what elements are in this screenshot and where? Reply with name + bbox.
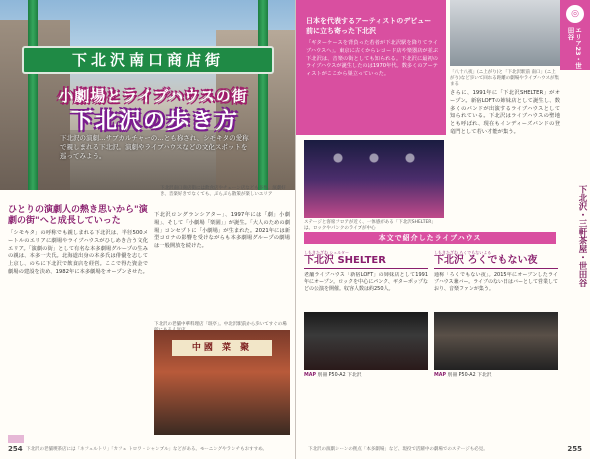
live-stage-photo [304,140,444,218]
section-heading: ひとりの演劇人の熱き思いから"演劇の街"へと成長していった [8,205,148,226]
venue-description: 通称「ろくでもない夜」。2015年にオープンしたライブハウス兼バー。ライブのない日はバーとして営業しており、音楽ファンが集う。 [434,272,558,293]
street-photo-caption: 「八十八夜」(ニ上がり)と「下北沢駅前 南口」(ニ上がり)など歩いて回れる距離の劇場やライブハウスが集まる [450,70,559,87]
venue-map-ref [434,373,558,379]
venue-photo [304,312,428,370]
venue-ruby: しもきたざわ ろくでもないよる [434,250,492,255]
hero-lead-text: 下北沢の演劇…サブカルチャーの…とも称され、シモキタの愛称で親しまれる下北沢。演劇やライブハウスなどの文化スポットを巡ってみよう。 [60,134,249,160]
footnote-right: 下北沢の演劇シーンの拠点「本多劇場」など、現役で活躍中の劇場でのステージも必見。 [308,447,488,453]
restaurant-sign: 中國 菜 聚 [172,340,272,356]
hero-photo-caption: 下北沢南口商店街には飲食店やチェーン店なども多数。演劇好き、音楽好きでなくても、ぶらぶら散策が楽しいエリア [160,186,286,197]
venue-description: 老舗ライブハウス「新宿LOFT」の姉妹店として1991年にオープン。ロックを中心にパンク、ギターポップなどの公演を開催。収容人数は約250人。 [304,272,428,293]
area-label: エリア23・世田谷 [566,27,582,69]
venue-card [304,250,428,379]
map-icon: MAP [304,373,317,378]
venue-photo [434,312,558,370]
map-icon: MAP [434,373,447,378]
venue-card [434,250,558,379]
page-number-left: 254 [8,445,23,453]
panel-lead: 日本を代表するアーティストのデビュー前に立ち寄った下北沢 [306,17,432,35]
guide-badge [8,435,24,443]
venue-map-ref [304,373,428,379]
side-area-title: 下北沢・三軒茶屋・世田谷 [577,185,587,287]
body-column-1: 「シモキタ」の呼称でも親しまれる下北沢は、半径500メートルのエリアに劇場やライブハウスがひしめき合う文化エリア。「演劇の街」として有名な本多劇場グループの生みの親は、本多一夫氏。北海道出身の本多氏は俳優を志して上京し、のちに下北沢で飲食店を経営。ここで得た資金で劇場の建設を決め、1982年に本多劇場をオープンさせた。 [8,230,148,275]
arch-sign-text: 下北沢南口商店街 [71,51,224,69]
area-emblem-icon: ◎ [566,5,584,23]
venue-map-text: 別冊 P50-A2 下北沢 [317,373,362,378]
panel-text: 「ギターケースを背負った若者が下北沢駅を降りてライブハウスへ」。東京に古くからレコード店や楽器店が並ぶ下北沢は、音楽の街としても知られる。下北沢に最初のライブハウスが誕生したのは1970年代。数多くのアーティストがここから巣立っていった。 [306,40,438,78]
venue-map-text: 別冊 P50-A2 下北沢 [447,373,492,378]
venue-name: 下北沢 ろくでもない夜 [434,255,558,269]
venue-name: 下北沢 SHELTER [304,255,428,269]
stage-lights [314,148,434,168]
stage-photo-caption: ステージと客席フロアが近く、一体感がある「下北沢SHELTER」は、ロックやパンクのライブが中心 [304,220,436,231]
page-title-line1: 小劇場とライブハウスの街 [58,87,248,105]
venues-section-band: 本文で紹介したライブハウス [304,232,556,244]
venue-ruby: しもきたざわ シェルター [304,250,350,255]
footnote-left: 下北沢の老舗喫茶店には「ネフェルトリ」「カフェ トロワ・シャンブル」などがある。モーニングやランチもおすすめ。 [26,447,268,453]
area-tab [560,0,590,70]
hero-photo [0,0,296,190]
chinese-restaurant-photo [154,330,290,435]
body-column-2: 下北沢ロングランシアター」、1997年には「劇」小劇場」、そして「小劇場「楽園」」が誕生。「大人のための劇場」コンセプトに「小劇場」が生まれた。2021年には新型コロナの影響を受けながらも本多劇場グループの劇場は一般開放を続けた。 [154,212,290,250]
music-intro-panel [296,0,446,135]
page-number-right: 255 [567,445,582,453]
body-column-right: さらに、1991年に「下北沢SHELTER」がオープン。新宿LOFTの姉妹店として誕生し、数多くのバンドが出演するライブハウスとして知られている。下北沢はライブハウスの聖地とも呼ばれ、現在もインディーズバンドの登竜門として若い才能が集う。 [450,90,560,135]
shop-photo-caption: 下北沢の老舗中華料理店「珉亭」。中北沢駅前から歩いてすぐの場 [154,322,287,327]
arch-pole-left [28,0,38,190]
right-page [296,0,590,459]
shopping-street-arch [22,46,274,74]
page-title-line2: 下北沢の歩き方 [70,109,239,134]
